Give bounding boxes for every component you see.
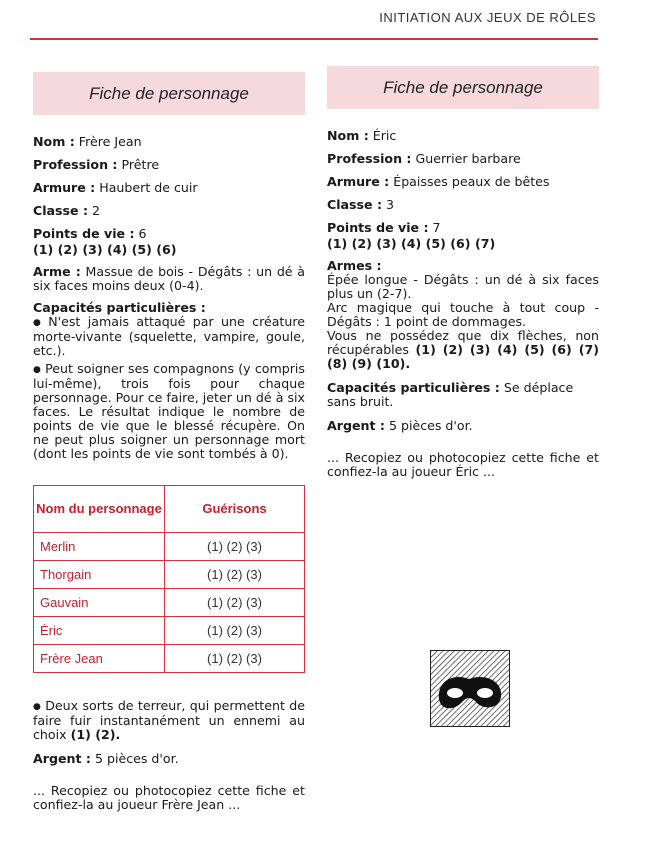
profession-label: Profession :	[327, 151, 412, 166]
money-field	[33, 752, 305, 766]
name-field	[327, 129, 599, 143]
armor-label: Armure :	[327, 174, 390, 189]
heal-table-col-heals: Guérisons	[165, 486, 305, 533]
abilities-label: Capacités particulières :	[327, 380, 500, 395]
armor-value: Haubert de cuir	[99, 180, 198, 195]
abilities-label: Capacités particulières :	[33, 300, 206, 315]
footer-note: ... Recopiez ou photocopiez cette fiche et confiez-la au joueur Frère Jean ...	[33, 783, 305, 812]
armor-value: Épaisses peaux de bêtes	[393, 174, 550, 189]
table-row	[34, 533, 305, 561]
profession-value: Prêtre	[121, 157, 160, 172]
table-row	[34, 589, 305, 617]
profession-label: Profession :	[33, 157, 118, 172]
armor-field	[327, 175, 599, 189]
sheet-title: Fiche de personnage	[33, 72, 305, 115]
name-label: Nom :	[33, 134, 75, 149]
hp-boxes[interactable]: (1) (2) (3) (4) (5) (6)	[33, 242, 177, 257]
money-value: 5 pièces d'or.	[94, 751, 179, 766]
hp-field	[327, 221, 599, 235]
name-value: Éric	[372, 128, 397, 143]
bullet-icon: ●	[33, 702, 42, 712]
arrows-text: Vous ne possédez que dix flèches, non récupérables	[327, 328, 599, 357]
hp-value: 6	[138, 226, 147, 241]
table-row	[34, 617, 305, 645]
money-label: Argent :	[33, 751, 91, 766]
armor-field	[33, 181, 305, 195]
abilities-value: Se déplace sans bruit.	[327, 380, 574, 409]
hp-value: 7	[432, 220, 441, 235]
table-row	[34, 645, 305, 673]
arrow-boxes[interactable]: (1) (2) (3) (4) (5) (6) (7) (8) (9) (10).	[327, 342, 599, 371]
row-heal-boxes[interactable]: (1) (2) (3)	[165, 561, 305, 589]
name-label: Nom :	[327, 128, 369, 143]
row-character-name: Thorgain	[34, 561, 165, 589]
hp-label: Points de vie :	[327, 220, 429, 235]
profession-field	[33, 158, 305, 172]
weapons-label: Armes :	[327, 258, 382, 273]
profession-field	[327, 152, 599, 166]
running-header: INITIATION AUX JEUX DE RÔLES	[379, 10, 596, 25]
bullet-icon: ●	[33, 365, 42, 375]
weapon-item: Épée longue - Dégâts : un dé à six faces plus un (2-7).	[327, 272, 599, 301]
row-character-name: Gauvain	[34, 589, 165, 617]
bullet-icon: ●	[33, 318, 45, 328]
weapon-field	[33, 265, 305, 293]
class-value: 3	[386, 197, 395, 212]
class-value: 2	[92, 203, 101, 218]
ability-item	[33, 315, 305, 358]
spell-boxes[interactable]: (1) (2).	[70, 727, 121, 742]
money-label: Argent :	[327, 418, 385, 433]
row-heal-boxes[interactable]: (1) (2) (3)	[165, 533, 305, 561]
row-character-name: Merlin	[34, 533, 165, 561]
class-label: Classe :	[327, 197, 383, 212]
footer-note: ... Recopiez ou photocopiez cette fiche et confiez-la au joueur Éric ...	[327, 450, 599, 479]
profession-value: Guerrier barbare	[415, 151, 521, 166]
row-heal-boxes[interactable]: (1) (2) (3)	[165, 645, 305, 673]
money-field	[327, 419, 599, 433]
hp-field	[33, 227, 305, 241]
row-character-name: Éric	[34, 617, 165, 645]
ability-text: N'est jamais attaqué par une créature morte-vivante (squelette, vampire, goule, etc.).	[33, 314, 305, 358]
class-label: Classe :	[33, 203, 89, 218]
header-rule	[30, 38, 598, 40]
sheet-title: Fiche de personnage	[327, 66, 599, 109]
money-value: 5 pièces d'or.	[388, 418, 473, 433]
class-field	[327, 198, 599, 212]
row-heal-boxes[interactable]: (1) (2) (3)	[165, 589, 305, 617]
hp-boxes[interactable]: (1) (2) (3) (4) (5) (6) (7)	[327, 236, 496, 251]
mask-icon	[430, 650, 510, 727]
ability-item	[33, 362, 305, 461]
ability-item	[33, 699, 305, 742]
weapon-item: Arc magique qui touche à tout coup - Dégâts : 1 point de dommages.	[327, 300, 599, 329]
armor-label: Armure :	[33, 180, 96, 195]
table-row	[34, 561, 305, 589]
heal-table-col-name: Nom du personnage	[34, 486, 165, 533]
arrows-field	[327, 329, 599, 371]
ability-text: Peut soigner ses compagnons (y compris lui-même), trois fois pour chaque personnage. Pour ce faire, jeter un dé à six faces. Le résultat indique le nombre de points de vie que le blessé récupère. On ne peut plus soigner un personnage mort (dont les points de vie sont tombés à 0).	[33, 361, 305, 461]
weapon-label: Arme :	[33, 264, 81, 279]
row-character-name: Frère Jean	[34, 645, 165, 673]
weapon-value: Massue de bois - Dégâts : un dé à six faces moins deux (0-4).	[33, 264, 305, 293]
heal-table	[33, 485, 305, 673]
name-field	[33, 135, 305, 149]
name-value: Frère Jean	[78, 134, 142, 149]
character-sheet-eric	[327, 66, 599, 479]
abilities-field	[327, 381, 599, 409]
class-field	[33, 204, 305, 218]
character-sheet-frere-jean	[33, 66, 305, 812]
ability-text: Deux sorts de terreur, qui permettent de faire fuir instantanément un ennemi au choix	[33, 698, 305, 742]
row-heal-boxes[interactable]: (1) (2) (3)	[165, 617, 305, 645]
hp-label: Points de vie :	[33, 226, 135, 241]
